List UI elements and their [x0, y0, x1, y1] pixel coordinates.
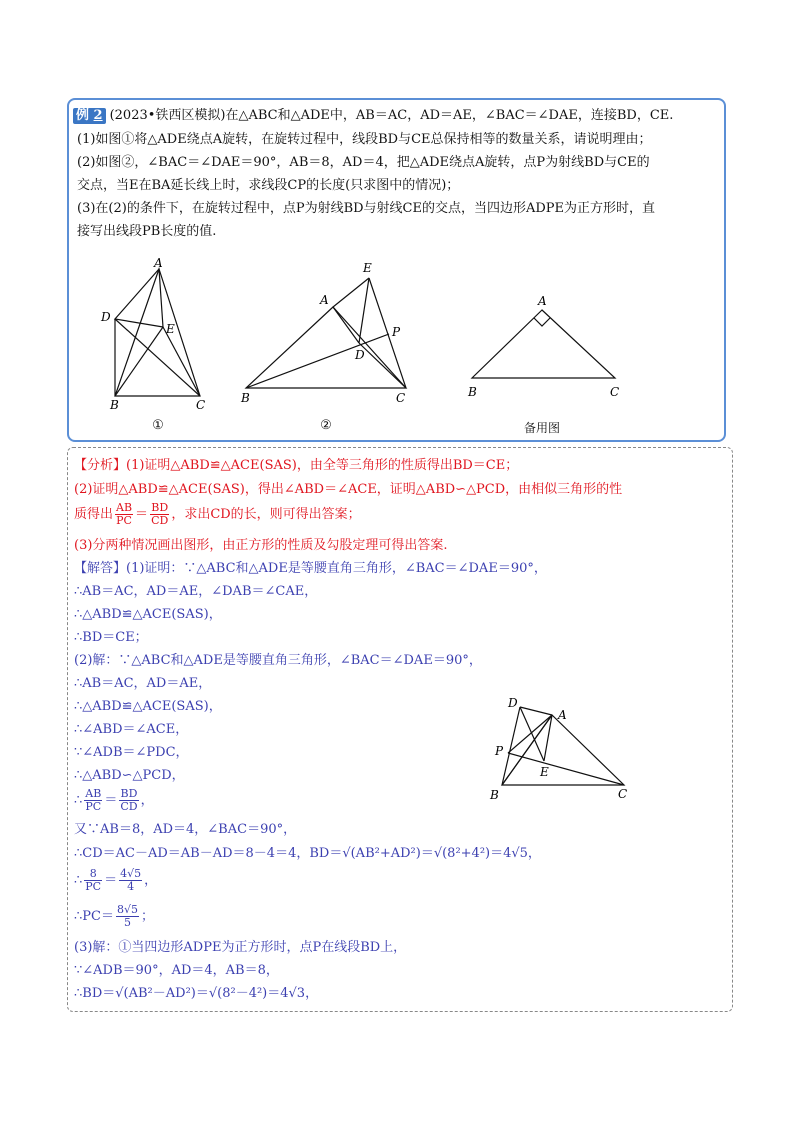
- example-tag: 例 2: [73, 108, 106, 124]
- figure-1-caption: ①: [152, 418, 164, 433]
- solution-line-3: ∴△ABD≌△ACE(SAS)，: [74, 607, 222, 622]
- fig2-label-a: A: [320, 293, 329, 307]
- solution-line-2: ∴AB＝AC，AD＝AE，∠DAB＝∠CAE，: [74, 584, 318, 599]
- solfig-label-a: A: [558, 708, 567, 722]
- solution-line-12: 又∵AB＝8，AD＝4，∠BAC＝90°，: [74, 822, 297, 837]
- fig2-label-e: E: [363, 261, 372, 275]
- solution-line-18: ∴BD＝√(AB²－AD²)＝√(8²－4²)＝4√3，: [74, 986, 319, 1001]
- solfig-label-p: P: [495, 744, 504, 758]
- solution-line-11: ∴ $\frac{AB}{PC}$ ＝ $\frac{BD}{CD}$ ，: [74, 787, 154, 813]
- solution-line-17: ∵∠ADB＝90°，AD＝4，AB＝8，: [74, 963, 279, 978]
- analysis-line-3: 质得出 $\frac{AB}{PC}$ ＝ $\frac{BD}{CD}$ ，求出CD的长，则可得出答案；: [74, 501, 361, 527]
- problem-line-0: 例 2 (2023•铁西区模拟)在△ABC和△ADE中，AB＝AC，AD＝AE，∠BAC＝∠DAE，连接BD，CE.: [73, 108, 673, 124]
- fig2-label-d: D: [355, 348, 365, 362]
- figure-2: [236, 258, 416, 408]
- fig1-label-e: E: [166, 322, 175, 336]
- solution-line-1: 【解答】(1)证明：∵△ABC和△ADE是等腰直角三角形，∠BAC＝∠DAE＝90°，: [74, 561, 547, 576]
- solution-line-16: (3)解：①当四边形ADPE为正方形时，点P在线段BD上，: [74, 940, 407, 955]
- fig3-label-a: A: [538, 294, 547, 308]
- fraction-bd-cd: $\frac{BD}{CD}$: [151, 501, 169, 527]
- problem-line-3: 交点，当E在BA延长线上时，求线段CP的长度(只求图中的情况)；: [77, 178, 460, 193]
- fig3-label-b: B: [468, 385, 477, 399]
- figure-spare: [462, 290, 632, 400]
- fraction-ab-pc-2: $\frac{AB}{PC}$: [85, 787, 102, 813]
- problem-line-1: (1)如图①将△ADE绕点A旋转，在旋转过程中，线段BD与CE总保持相等的数量关系，请说明理由；: [77, 132, 652, 147]
- fraction-4r5-4: $\frac{4√5}{4}$: [120, 867, 142, 893]
- solution-line-4: ∴BD＝CE；: [74, 630, 148, 645]
- solution-line-9: ∵∠ADB＝∠PDC，: [74, 745, 189, 760]
- analysis-line-1: 【分析】(1)证明△ABD≌△ACE(SAS)，由全等三角形的性质得出BD＝CE；: [74, 458, 519, 473]
- fig2-label-p: P: [392, 325, 401, 339]
- fraction-ab-pc: $\frac{AB}{PC}$: [116, 501, 133, 527]
- solution-line-10: ∴△ABD∽△PCD，: [74, 768, 185, 783]
- fig2-label-c: C: [396, 391, 406, 405]
- problem-line-2: (2)如图②，∠BAC＝∠DAE＝90°，AB＝8，AD＝4，把△ADE绕点A旋转，点P为射线BD与CE的: [77, 155, 650, 170]
- solution-line-13: ∴CD＝AC－AD＝AB－AD＝8－4＝4，BD＝√(AB²+AD²)＝√(8²+4²)＝4√5，: [74, 846, 541, 861]
- solfig-label-d: D: [508, 697, 518, 710]
- solution-line-7: ∴△ABD≌△ACE(SAS)，: [74, 699, 222, 714]
- analysis-line-4: (3)分两种情况画出图形，由正方形的性质及勾股定理可得出答案.: [74, 538, 448, 553]
- solution-line-6: ∴AB＝AC，AD＝AE，: [74, 676, 212, 691]
- problem-line-5: 接写出线段PB长度的值.: [77, 224, 217, 239]
- analysis-line-2: (2)证明△ABD≌△ACE(SAS)，得出∠ABD＝∠ACE，证明△ABD∽△PCD，由相似三角形的性: [74, 482, 623, 497]
- figure-2-caption: ②: [320, 418, 332, 433]
- solution-figure: [488, 697, 638, 805]
- solfig-label-c: C: [618, 787, 628, 801]
- solfig-label-e: E: [540, 765, 549, 779]
- fig3-label-c: C: [610, 385, 620, 399]
- solution-line-15: ∴PC＝ $\frac{8√5}{5}$ ；: [74, 903, 154, 929]
- solution-line-5: (2)解：∵△ABC和△ADE是等腰直角三角形，∠BAC＝∠DAE＝90°，: [74, 653, 482, 668]
- figure-1: [96, 255, 226, 410]
- fraction-8-pc: $\frac{8}{PC}$: [85, 867, 102, 893]
- problem-line-4: (3)在(2)的条件下，在旋转过程中，点P为射线BD与射线CE的交点，当四边形ADPE为正方形时，直: [77, 201, 656, 216]
- fig1-label-c: C: [196, 398, 206, 410]
- fig1-label-b: B: [110, 398, 119, 410]
- solution-line-14: ∴ $\frac{8}{PC}$ ＝ $\frac{4√5}{4}$ ，: [74, 867, 158, 893]
- fig1-label-a: A: [154, 256, 163, 270]
- fig2-label-b: B: [241, 391, 250, 405]
- fraction-8r5-5: $\frac{8√5}{5}$: [116, 903, 138, 929]
- solution-line-8: ∴∠ABD＝∠ACE，: [74, 722, 189, 737]
- fraction-bd-cd-2: $\frac{BD}{CD}$: [120, 787, 138, 813]
- fig1-label-d: D: [101, 310, 111, 324]
- solfig-label-b: B: [490, 788, 499, 802]
- figure-spare-caption: 备用图: [523, 421, 560, 435]
